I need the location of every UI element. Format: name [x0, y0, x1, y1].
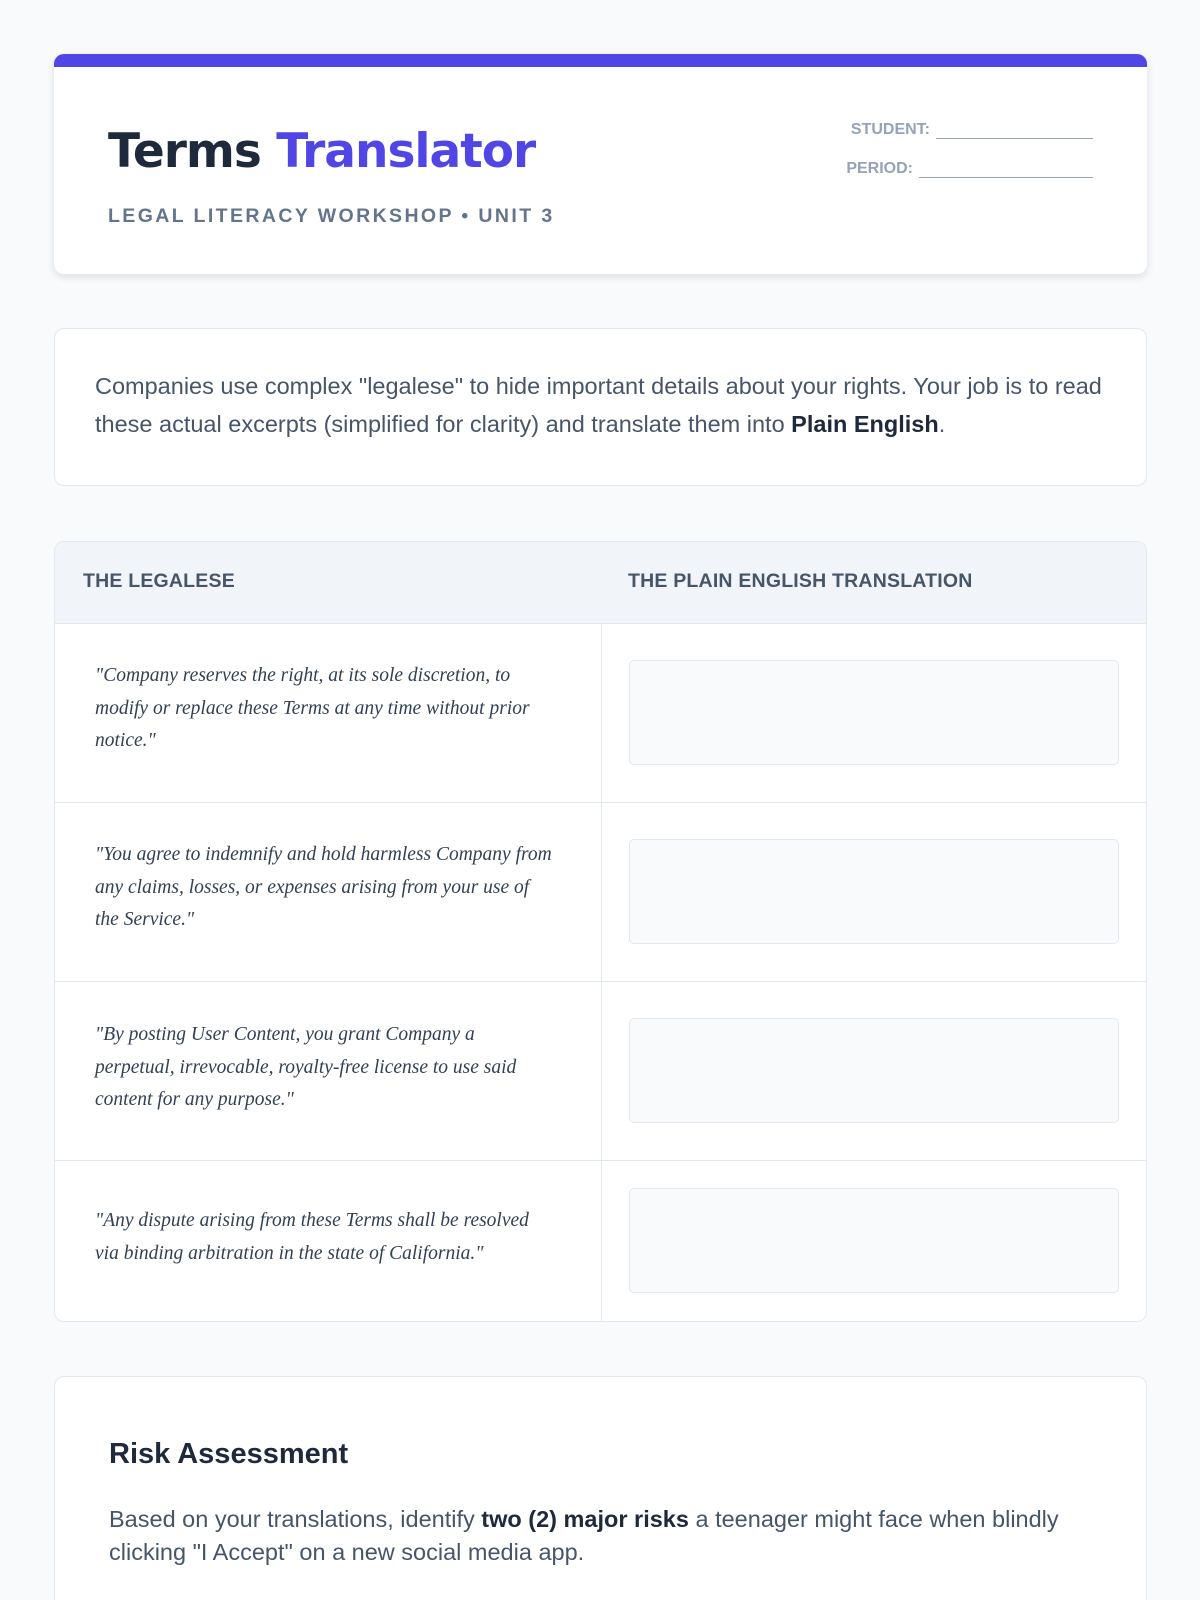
period-field[interactable]	[846, 160, 1093, 178]
header-card	[54, 54, 1147, 274]
table-row	[55, 803, 1146, 982]
page-subtitle: LEGAL LITERACY WORKSHOP • UNIT 3	[108, 205, 555, 227]
risk-prompt	[109, 1503, 1089, 1569]
translation-input[interactable]	[629, 1018, 1119, 1123]
table-header	[55, 542, 1146, 624]
title-part-translator: Translator	[276, 124, 536, 179]
risk-text-bold: two (2) major risks	[481, 1506, 689, 1532]
student-blank-line[interactable]	[936, 122, 1093, 139]
legalese-quote: "By posting User Content, you grant Company a perpetual, irrevocable, royalty-free license to use said content for any purpose."	[95, 1024, 517, 1110]
student-label: STUDENT:	[850, 121, 930, 138]
legalese-quote: "Any dispute arising from these Terms shall be resolved via binding arbitration in the state of California."	[95, 1210, 529, 1264]
risk-title: Risk Assessment	[109, 1438, 349, 1470]
student-field[interactable]	[851, 121, 1093, 139]
period-blank-line[interactable]	[919, 161, 1093, 178]
intro-text-main: Companies use complex "legalese" to hide important details about your rights. Your job is to read these actual excerpts (simplified for clarity) and translate them into	[95, 373, 1102, 437]
translation-input[interactable]	[629, 660, 1119, 765]
intro-text-end: .	[938, 411, 946, 437]
page-title	[108, 124, 535, 179]
header-plain-english: THE PLAIN ENGLISH TRANSLATION	[628, 570, 973, 592]
risk-assessment-card	[54, 1376, 1147, 1600]
intro-text-bold: Plain English	[791, 411, 939, 437]
risk-text-main: Based on your translations, identify	[109, 1506, 482, 1532]
legalese-quote: "You agree to indemnify and hold harmless Company from any claims, losses, or expenses arising from your use of the Service."	[95, 844, 552, 930]
intro-text	[95, 367, 1106, 443]
title-part-terms: Terms	[108, 124, 277, 179]
risk-text-end: a teenager might face when blindly clicking "I Accept" on a new social media app.	[109, 1506, 1059, 1565]
column-divider	[601, 624, 602, 802]
table-row	[55, 982, 1146, 1161]
header-legalese: THE LEGALESE	[83, 570, 235, 592]
table-row	[55, 624, 1146, 803]
table-row	[55, 1161, 1146, 1321]
legalese-quote: "Company reserves the right, at its sole discretion, to modify or replace these Terms at any time without prior notice."	[95, 665, 530, 751]
column-divider	[601, 982, 602, 1160]
translation-input[interactable]	[629, 839, 1119, 944]
intro-card	[54, 328, 1147, 486]
column-divider	[601, 1161, 602, 1321]
translation-table	[54, 541, 1147, 1322]
translation-input[interactable]	[629, 1188, 1119, 1293]
period-label: PERIOD:	[846, 160, 913, 177]
column-divider	[601, 803, 602, 981]
